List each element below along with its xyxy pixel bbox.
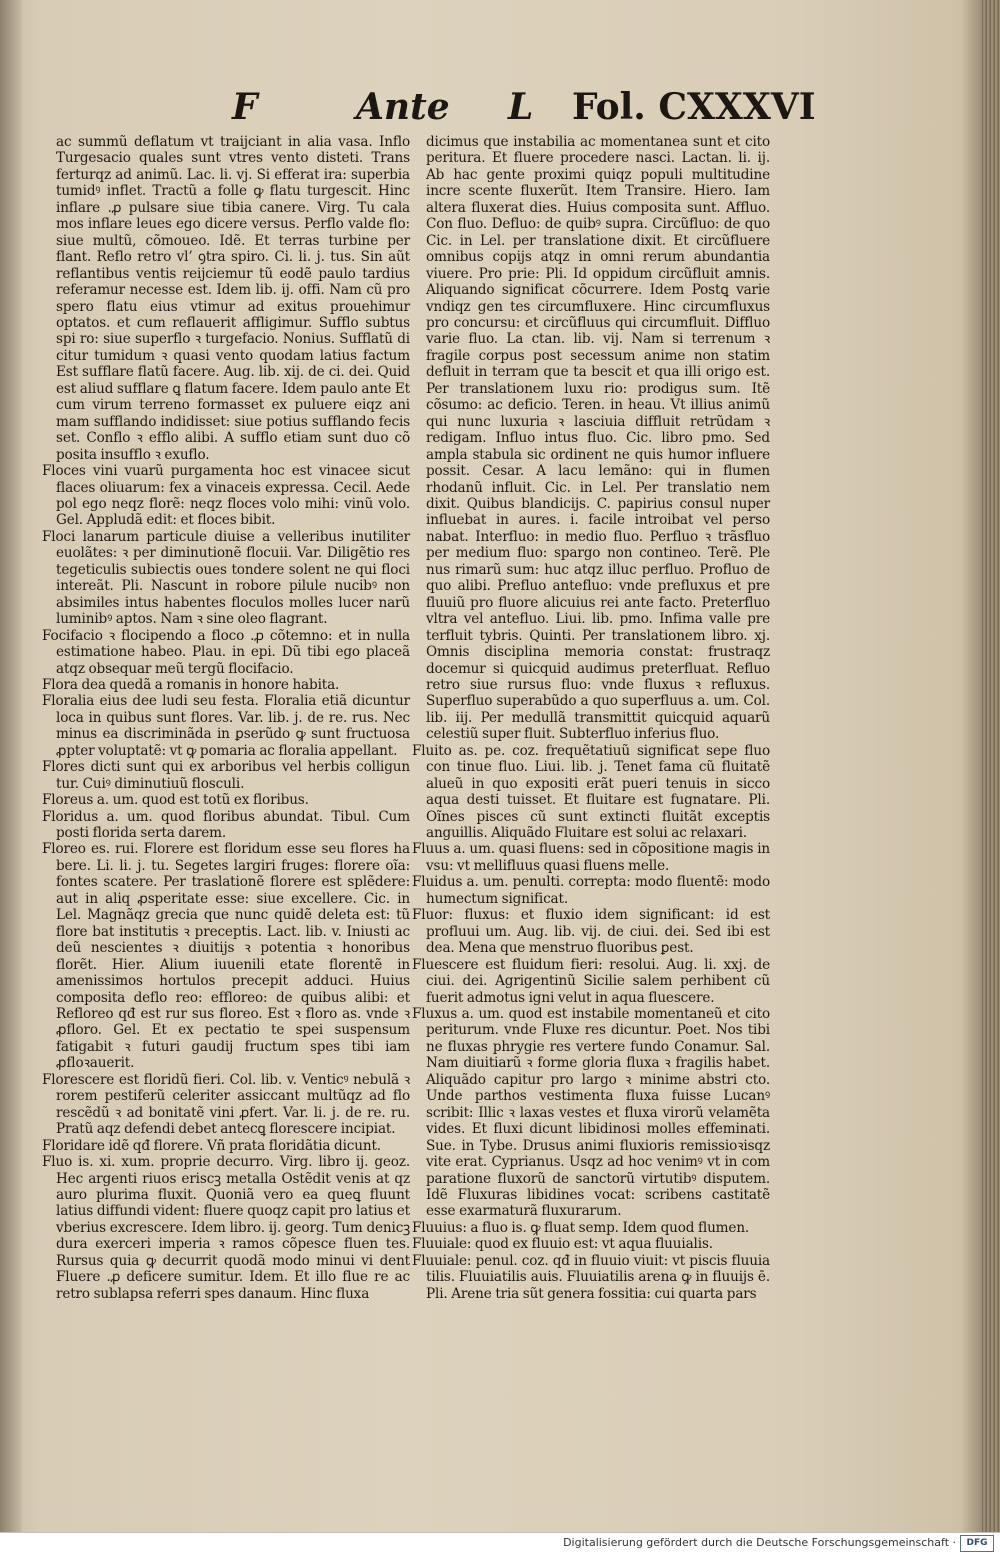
entry: Fluuius: a fluo is. ꝙ fluat semp. Idem quod flumen. bbox=[412, 1219, 750, 1236]
page-edge bbox=[982, 0, 1000, 1532]
entry: Flora dea quedã a romanis in honore habita. bbox=[42, 676, 340, 693]
entry: ac summũ deflatum vt traijciant in alia vasa. Inflo Turgesacio quales sunt vtres vento disteti. Trans ferturqz ad animũ. Lac. li. vj. Si efferat ira: superbia tumidꝰ inflet. Tractũ a folle ꝙ flatu turgescit. Hinc inflare .ꝓ pulsare siue tibia canere. Virg. Tu cala mos inflare leues ego dicere versus. Perflo valde flo: siue multũ, cõmoueo. Idẽ. Et terras turbine per flant. Reflo retro vl’ ꝯtra spiro. Ci. li. j. tus. Sin aũt reflantibus ventis reijciemur tũ eodẽ paulo tardius referamur necesse est. Idem lib. ij. offi. Nam cũ pro spero flatu eius vtimur ad exitus prouehimur optatos. et cum reflauerit affligimur. Sufflo subtus spi ro: siue superflo ꝛ turgefacio. Nonius. Sufflatũ di citur tumidum ꝛ quasi vento quodam latius factum Est sufflare flatũ facere. Aug. lib. xij. de ci. dei. Quid est aliud sufflare ꝗ flatum facere. Idem paulo ante Et cum virum terreno formasset ex puluere eiqz ani mam sufflando indidisset: siue potius sufflando fecis set. Conflo ꝛ efflo alibi. A sufflo etiam sunt duo cõ posita insufflo ꝛ exuflo. bbox=[56, 134, 410, 463]
entry: Floridare idẽ qđ florere. Vñ prata floridãtia dicunt. bbox=[42, 1137, 381, 1154]
entry: Floces vini vuarũ purgamenta hoc est vinacee sicut flaces oliuarum: fex a vinaceis expressa. Cecil. Aede pol ego neqz florẽ: neqz floces volo mihi: vinũ volo. Gel. Appludã edit: et floces bibit. bbox=[42, 463, 410, 529]
entry: Focifacio ꝛ flocipendo a floco .ꝓ cõtemno: et in nulla estimatione habeo. Plau. in epi. Dũ tibi ego placeã atqz obsequar meũ tergũ flocifacio. bbox=[42, 627, 410, 677]
entry: Fluus a. um. quasi fluens: sed in cõpositione magis in vsu: vt mellifluus quasi fluens melle. bbox=[412, 841, 770, 874]
dfg-logo[interactable]: DFG bbox=[960, 1535, 994, 1552]
entry: Fluuiale: penul. coz. qđ in fluuio viuit: vt piscis fluuia tilis. Fluuiatilis auis. Fluuiatilis arena ꝙ in fluuijs ē. Pli. Arene tria sũt genera fossitia: cui quarta pars bbox=[412, 1252, 770, 1302]
digitization-footer bbox=[0, 1532, 1000, 1553]
right-column bbox=[412, 134, 770, 1302]
folio-number: Fol. CXXXVI bbox=[572, 86, 816, 128]
entry: Flores dicti sunt qui ex arboribus vel herbis colligun tur. Cuiꝰ diminutiuũ flosculi. bbox=[42, 759, 410, 792]
entry: Florescere est floridũ fieri. Col. lib. v. Venticꝰ nebulã ꝛ rorem pestiferũ celeriter assiccant multũqz ad flo rescẽdũ ꝛ ad bonitatẽ vini ꝓfert. Var. li. j. de re. ru. Pratũ aqz defendi debet antecꝗ florescere incipiat. bbox=[42, 1071, 410, 1138]
entry: Fluo is. xi. xum. proprie decurro. Virg. libro ij. geoz. Hec argenti riuos eriscꝫ metalla Ostẽdit venis at qz auro plurima fluxit. Quoniã vero ea queꝗ fluunt latius diffundi vident: fluere quoqz capit pro latius et vberius excrescere. Idem libro. ij. georg. Tum denicꝫ dura exerceri imperia ꝛ ramos cõpesce fluen tes. Rursus quia ꝙ decurrit quodã modo minui vi dent Fluere .ꝓ deficere sumitur. Idem. Et illo flue re ac retro sublapsa referri spes danaum. Hinc fluxa bbox=[42, 1154, 410, 1302]
entry: Floreo es. rui. Florere est floridum esse seu flores ha bere. Li. li. j. tu. Segetes largiri fruges: florere oĩa: fontes scatere. Per traslationẽ florere est splẽdere: aut in aliq ꝓsperitate esse: siue excellere. Cic. in Lel. Magnãqz grecia que nunc quidẽ deleta est: tũ flore bat institutis ꝛ preceptis. Lact. lib. v. Iniusti ac deũ nescientes ꝛ diuitijs ꝛ potentia ꝛ honoribus florẽt. Hier. Alium iuuenili etate florentẽ in amenissimos hortulos precepit adduci. Huius composita deflo reo: effloreo: de quibus alibi: et Refloreo qđ est rur sus floreo. Est ꝛ floro as. vnde ꝛ ꝓfloro. Gel. Et ex pectatio te spei suspensum fatigabit ꝛ futuri gaudij fructum spes tibi iam ꝓfloꝛauerit. bbox=[42, 841, 410, 1072]
entry: Fluuiale: quod ex fluuio est: vt aqua fluuialis. bbox=[412, 1236, 713, 1253]
entry: Floridus a. um. quod floribus abundat. Tibul. Cum posti florida serta darem. bbox=[42, 808, 410, 842]
entry: Fluor: fluxus: et fluxio idem significant: id est profluui um. Aug. lib. vij. de ciui. dei. Sed ibi est dea. Mena que menstruo fluoribus ꝑest. bbox=[412, 907, 770, 957]
left-column bbox=[42, 134, 410, 1302]
entry: Floci lanarum particule diuise a velleribus inutiliter euolãtes: ꝛ per diminutionẽ flocuii. Var. Diligẽtio res tegeticulis subiectis oues tondere solent ne qui floci intereãt. Pli. Nascunt in robore pilule nucibꝰ non absimiles intus habentes floculos molles lucer narũ luminibꝰ aptos. Nam ꝛ sine oleo flagrant. bbox=[42, 528, 410, 628]
funding-credit: Digitalisierung gefördert durch die Deutsche Forschungsgemeinschaft · bbox=[563, 1536, 956, 1549]
header-left-letter: F bbox=[232, 86, 258, 128]
entry: Floreus a. um. quod est totũ ex floribus. bbox=[42, 792, 309, 809]
entry: Fluidus a. um. penulti. correpta: modo fluentẽ: modo humectum significat. bbox=[412, 874, 770, 907]
entry: Fluescere est fluidum fieri: resolui. Aug. li. xxj. de ciui. dei. Agrigentinũ Sicilie salem perhibent cũ fuerit admotus igni velut in aqua fluescere. bbox=[412, 956, 770, 1006]
header-word: Ante bbox=[356, 86, 450, 128]
running-header bbox=[0, 86, 1000, 136]
entry: Fluito as. pe. coz. frequẽtatiuũ significat sepe fluo con tinue fluo. Liui. lib. j. Tenet fama cũ fluitatẽ alueũ in quo expositi erãt pueri tenuis in sicco aqua desti tuisset. Et fluitare est fugnatare. Pli. Oĩnes pisces cũ sunt extincti fluitãt exceptis anguillis. Aliquãdo Fluitare est solui ac relaxari. bbox=[412, 742, 770, 842]
entry: dicimus que instabilia ac momentanea sunt et cito peritura. Et fluere procedere nasci. Lactan. li. ij. Ab hac gente proximi quiqz populi multitudine incre scente fluxerũt. Item Transire. Hiero. Iam altera fluxerat dies. Huius composita sunt. Affluo. Con fluo. Defluo: de quibꝰ supra. Circũfluo: de quo Cic. in Lel. per translatione dixit. Et circũfluere omnibus copijs atqz in omni rerum abundantia viuere. Pro prie: Pli. Id oppidum circũfluit amnis. Aliquando significat cõcurrere. Idem Postꝗ varie vndiqz gen tes circumfluxere. Hinc circumfluxus pro concursu: et circũfluus qui circumfluit. Diffluo varie fluo. La ctan. lib. vij. Nam si terrenum ꝛ fragile corpus post secessum anime non statim defluit in terram que ta bescit et qua illi origo est. Per translationem luxu rio: prodigus sum. Itẽ cõsumo: ac deficio. Teren. in heau. Vt illius animũ qui nunc luxuria ꝛ lasciuia diffluit retrũdam ꝛ redigam. Influo intus fluo. Cic. libro pmo. Sed ampla stabula sic ordinent ne quis humor influere possit. Cesar. A lacu lemãno: qui in flumen rhodanũ influit. Cic. in Lel. Per translatio nem dixit. Quibus blandicijs. C. papirius consul nuper influebat in aures. i. facile introibat vel perso nabat. Interfluo: in medio fluo. Perfluo ꝛ trãsfluo per medium fluo: spargo non contineo. Terẽ. Ple nus rimarũ sum: huc atqz illuc perfluo. Profluo de quo alibi. Prefluo antefluo: vnde prefluxus et pre fluuiũ pro fluore alicuius rei ante facto. Preterfluo vltra vel antefluo. Liui. lib. pmo. Infima valle pre terfluit tybris. Quinti. Per translationem libro. xj. Omnis disciplina memoria constat: frustraqz docemur si quicquid audimus preterfluat. Refluo retro siue rursus fluo: vnde fluxus ꝛ refluxus. Superfluo superabũdo a quo superfluus a. um. Col. lib. iij. Per medullã transmittit quicquid aquarũ celestiũ super fluit. Subterfluo inferius fluo. bbox=[426, 134, 770, 743]
header-right-letter: L bbox=[508, 86, 534, 128]
entry: Fluxus a. um. quod est instabile momentaneũ et cito periturum. vnde Fluxe res dicuntur. Poet. Nos tibi ne fluxas phrygie res vertere fundo Conamur. Sal. Nam diuitiarũ ꝛ forme gloria fluxa ꝛ fragilis habet. Aliquãdo capitur pro largo ꝛ minime abstri cto. Unde parthos vestimenta fluxa fuisse Lucanꝰ scribit: Illic ꝛ laxas vestes et fluxa virorũ velamẽta vides. Et fluxi dicunt libidinosi molles effeminati. Sue. in Tybe. Drusus animi fluxioris remissioꝛisqz vite erat. Cyprianus. Usqz ad hoc venimꝰ vt in com paratione fluxorũ de sanctorũ virtutibꝰ disputem. Idẽ Fluxuras libidines vocat: scribens castitatẽ esse exarmaturã fluxurarum. bbox=[412, 1006, 770, 1220]
entry: Floralia eius dee ludi seu festa. Floralia etiã dicuntur loca in quibus sunt flores. Var. lib. j. de re. rus. Nec minus ea discriminãda in ꝑserũdo ꝙ sunt fructuosa ꝓpter voluptatẽ: vt ꝙ pomaria ac floralia appellant. bbox=[42, 693, 410, 759]
